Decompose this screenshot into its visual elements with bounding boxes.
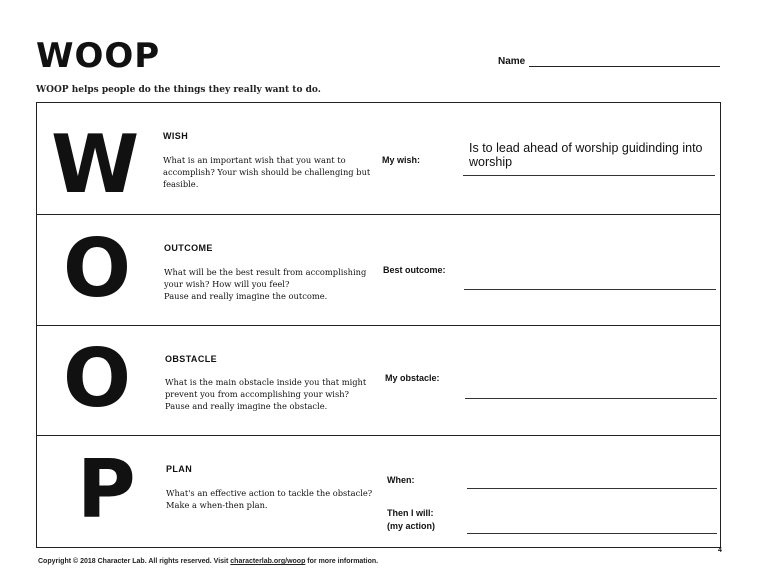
plan-when-line[interactable]: [467, 488, 717, 489]
woop-link[interactable]: characterlab.org/woop: [230, 558, 306, 565]
plan-when-label: When:: [387, 475, 415, 485]
name-field[interactable]: [498, 56, 720, 70]
name-input-line[interactable]: [529, 66, 720, 67]
intro-text: WOOP helps people do the things they really want to do.: [36, 85, 321, 95]
obstacle-description: What is the main obstacle inside you that might prevent you from accomplishing your wish? Pause and really imagine the obstacle.: [165, 377, 367, 411]
plan-description: What's an effective action to tackle the obstacle? Make a when-then plan.: [166, 488, 373, 510]
name-label: Name: [498, 56, 526, 67]
wish-description: What is an important wish that you want to accomplish? Your wish should be challenging but feasible.: [163, 155, 371, 189]
outcome-description: What will be the best result from accomplishing your wish? How will you feel? Pause and really imagine the outcome.: [164, 267, 367, 301]
obstacle-field-label: My obstacle:: [385, 373, 440, 383]
copyright-text: Copyright © 2018 Character Lab. All rights reserved. Visit: [38, 558, 231, 565]
plan-then-line[interactable]: [467, 533, 717, 534]
outcome-answer-line[interactable]: [464, 289, 716, 290]
plan-section: [37, 436, 720, 547]
footer-copyright: [38, 558, 378, 565]
outcome-letter: O: [63, 222, 132, 315]
wish-section: [37, 103, 720, 215]
plan-heading: PLAN: [166, 464, 193, 474]
wish-answer[interactable]: Is to lead ahead of worship guidinding into worship: [469, 141, 703, 169]
outcome-heading: OUTCOME: [164, 243, 213, 253]
wish-heading: WISH: [163, 131, 189, 141]
wish-letter: W: [51, 118, 140, 211]
copyright-suffix: for more information.: [305, 558, 379, 565]
obstacle-answer-line[interactable]: [465, 398, 717, 399]
obstacle-heading: OBSTACLE: [165, 354, 218, 364]
outcome-field-label: Best outcome:: [383, 265, 446, 275]
plan-then-label: Then I will: (my action): [387, 508, 436, 531]
page-number: 4: [718, 547, 722, 554]
obstacle-letter: O: [63, 332, 132, 425]
wish-field-label: My wish:: [382, 155, 421, 165]
wish-answer-line[interactable]: [463, 175, 715, 176]
page-title: WOOP: [36, 36, 161, 76]
plan-letter: P: [77, 443, 136, 536]
obstacle-section: [37, 326, 720, 436]
woop-form: [36, 102, 721, 548]
outcome-section: [37, 215, 720, 326]
